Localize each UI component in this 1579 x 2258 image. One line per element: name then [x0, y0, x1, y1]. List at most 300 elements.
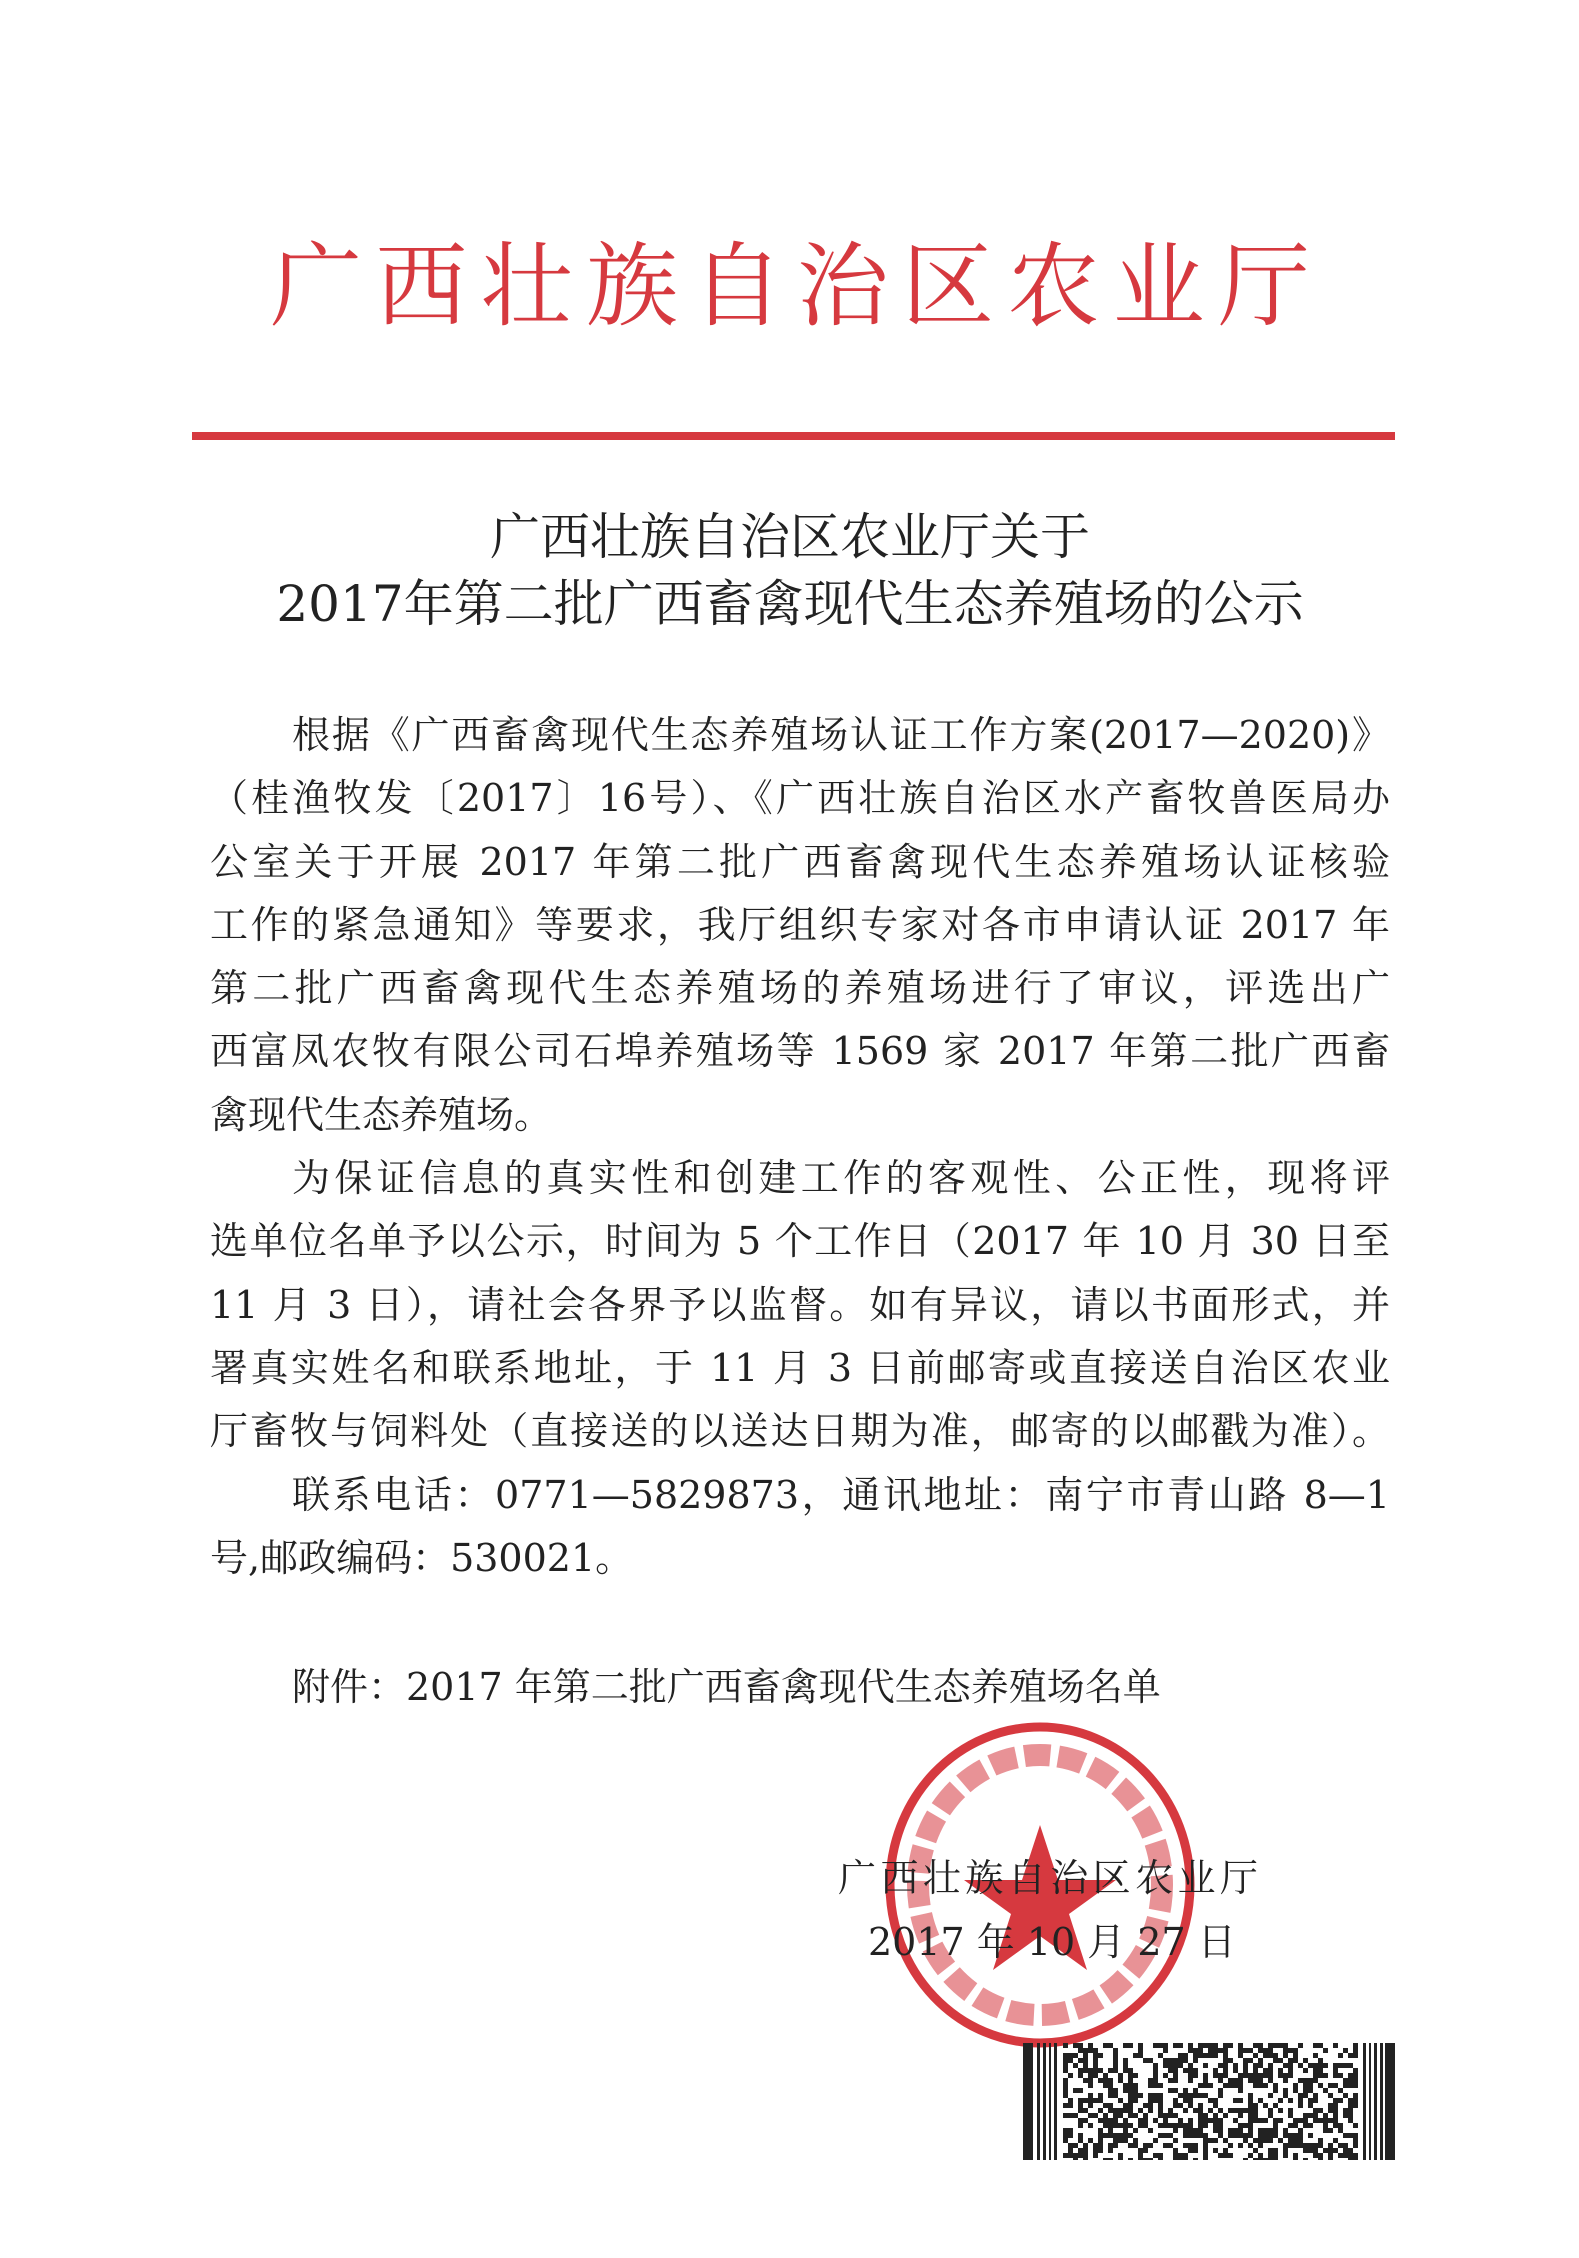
barcode-module: [1258, 2128, 1263, 2133]
barcode-module: [1263, 2128, 1268, 2133]
barcode-module: [1108, 2143, 1113, 2148]
barcode-module: [1203, 2143, 1208, 2148]
barcode-module: [1118, 2078, 1123, 2083]
barcode-module: [1303, 2058, 1308, 2063]
barcode-module: [1118, 2073, 1123, 2078]
barcode-module: [1268, 2133, 1273, 2138]
barcode-module: [1098, 2108, 1103, 2113]
barcode-module: [1288, 2123, 1293, 2128]
barcode-module: [1263, 2118, 1268, 2123]
barcode-module: [1133, 2128, 1138, 2133]
barcode-module: [1193, 2143, 1198, 2148]
barcode-module: [1258, 2118, 1263, 2123]
barcode-module: [1318, 2068, 1323, 2073]
barcode-module: [1123, 2063, 1128, 2068]
barcode-module: [1238, 2108, 1243, 2113]
barcode-module: [1213, 2148, 1218, 2153]
barcode-module: [1093, 2113, 1098, 2118]
barcode-module: [1158, 2123, 1163, 2128]
barcode-module: [1218, 2128, 1223, 2133]
barcode-module: [1233, 2068, 1238, 2073]
barcode-module: [1103, 2158, 1108, 2160]
barcode-module: [1333, 2043, 1338, 2048]
barcode-module: [1238, 2083, 1243, 2088]
barcode-module: [1178, 2093, 1183, 2098]
barcode-module: [1088, 2068, 1093, 2073]
barcode-module: [1073, 2113, 1078, 2118]
barcode-module: [1153, 2078, 1158, 2083]
barcode-module: [1243, 2063, 1248, 2068]
barcode-module: [1238, 2053, 1243, 2058]
barcode-module: [1238, 2043, 1243, 2048]
barcode-module: [1123, 2083, 1128, 2088]
barcode-module: [1088, 2123, 1093, 2128]
barcode-module: [1068, 2073, 1073, 2078]
barcode-module: [1253, 2118, 1258, 2123]
barcode-module: [1298, 2138, 1303, 2143]
barcode-module: [1093, 2143, 1098, 2148]
barcode-module: [1158, 2108, 1163, 2113]
barcode-module: [1153, 2073, 1158, 2078]
barcode-module: [1143, 2143, 1148, 2148]
barcode-module: [1168, 2123, 1173, 2128]
barcode-module: [1283, 2143, 1288, 2148]
body-line: 署真实姓名和联系地址，于 11 月 3 日前邮寄或直接送自治区农业: [210, 1345, 1390, 1390]
barcode-module: [1268, 2113, 1273, 2118]
barcode-module: [1168, 2143, 1173, 2148]
barcode-module: [1263, 2138, 1268, 2143]
barcode-module: [1258, 2138, 1263, 2143]
barcode-module: [1063, 2053, 1068, 2058]
barcode-module: [1063, 2058, 1068, 2063]
barcode-module: [1288, 2133, 1293, 2138]
barcode-module: [1063, 2113, 1068, 2118]
barcode-module: [1328, 2158, 1333, 2160]
barcode-module: [1293, 2143, 1298, 2148]
barcode-module: [1318, 2143, 1323, 2148]
barcode-module: [1323, 2088, 1328, 2093]
barcode-module: [1208, 2118, 1213, 2123]
barcode-module: [1338, 2098, 1343, 2103]
barcode-module: [1093, 2068, 1098, 2073]
barcode-module: [1178, 2058, 1183, 2063]
barcode-module: [1213, 2053, 1218, 2058]
barcode-module: [1313, 2043, 1318, 2048]
barcode-module: [1073, 2063, 1078, 2068]
barcode-module: [1343, 2078, 1348, 2083]
barcode-module: [1193, 2093, 1198, 2098]
barcode-module: [1088, 2043, 1093, 2048]
barcode-module: [1303, 2118, 1308, 2123]
barcode-module: [1068, 2128, 1073, 2133]
barcode-module: [1123, 2123, 1128, 2128]
barcode-module: [1353, 2103, 1358, 2108]
barcode-module: [1268, 2048, 1273, 2053]
barcode-module: [1198, 2108, 1203, 2113]
barcode-module: [1348, 2073, 1353, 2078]
barcode-module: [1248, 2048, 1253, 2053]
barcode-module: [1183, 2098, 1188, 2103]
barcode-module: [1273, 2123, 1278, 2128]
barcode-module: [1178, 2118, 1183, 2123]
barcode-module: [1168, 2078, 1173, 2083]
barcode-module: [1258, 2158, 1263, 2160]
barcode-module: [1078, 2088, 1083, 2093]
barcode-module: [1158, 2113, 1163, 2118]
barcode-module: [1083, 2153, 1088, 2158]
barcode-module: [1243, 2138, 1248, 2143]
barcode-module: [1133, 2053, 1138, 2058]
barcode-module: [1338, 2153, 1343, 2158]
barcode-module: [1198, 2043, 1203, 2048]
barcode-module: [1328, 2143, 1333, 2148]
barcode-module: [1138, 2043, 1143, 2048]
barcode-module: [1263, 2158, 1268, 2160]
barcode-module: [1248, 2073, 1253, 2078]
barcode-module: [1173, 2103, 1178, 2108]
barcode-module: [1343, 2113, 1348, 2118]
barcode-module: [1173, 2078, 1178, 2083]
barcode-module: [1168, 2088, 1173, 2093]
barcode-module: [1248, 2113, 1253, 2118]
barcode-module: [1158, 2158, 1163, 2160]
barcode-module: [1203, 2148, 1208, 2153]
barcode-module: [1303, 2113, 1308, 2118]
barcode-module: [1208, 2108, 1213, 2113]
barcode-module: [1348, 2158, 1353, 2160]
barcode-module: [1198, 2048, 1203, 2053]
barcode-module: [1213, 2043, 1218, 2048]
barcode-module: [1208, 2043, 1213, 2048]
barcode-module: [1173, 2148, 1178, 2153]
barcode-module: [1253, 2078, 1258, 2083]
barcode-module: [1103, 2133, 1108, 2138]
attachment-note: 附件：2017 年第二批广西畜禽现代生态养殖场名单: [292, 1665, 1161, 1709]
barcode-module: [1133, 2143, 1138, 2148]
barcode-module: [1238, 2048, 1243, 2053]
barcode-module: [1093, 2148, 1098, 2153]
barcode-module: [1158, 2093, 1163, 2098]
barcode-module: [1353, 2158, 1358, 2160]
barcode-module: [1233, 2063, 1238, 2068]
barcode-module: [1258, 2153, 1263, 2158]
barcode-module: [1193, 2133, 1198, 2138]
barcode-module: [1093, 2153, 1098, 2158]
barcode-module: [1218, 2063, 1223, 2068]
barcode-module: [1328, 2083, 1333, 2088]
barcode-module: [1173, 2123, 1178, 2128]
barcode-module: [1213, 2138, 1218, 2143]
barcode-module: [1308, 2143, 1313, 2148]
barcode-module: [1328, 2153, 1333, 2158]
barcode-module: [1108, 2068, 1113, 2073]
barcode-module: [1083, 2098, 1088, 2103]
barcode-module: [1343, 2063, 1348, 2068]
barcode-module: [1198, 2128, 1203, 2133]
barcode-module: [1203, 2083, 1208, 2088]
barcode-module: [1243, 2133, 1248, 2138]
barcode-module: [1143, 2158, 1148, 2160]
barcode-module: [1293, 2048, 1298, 2053]
barcode-module: [1293, 2123, 1298, 2128]
barcode-module: [1093, 2063, 1098, 2068]
barcode-module: [1023, 2043, 1033, 2160]
barcode-module: [1318, 2058, 1323, 2063]
barcode-module: [1113, 2068, 1118, 2073]
barcode-module: [1303, 2123, 1308, 2128]
barcode-module: [1088, 2103, 1093, 2108]
barcode-module: [1163, 2123, 1168, 2128]
body-line: 选单位名单予以公示，时间为 5 个工作日（2017 年 10 月 30 日至: [210, 1219, 1390, 1264]
barcode-module: [1268, 2158, 1273, 2160]
barcode-module: [1183, 2133, 1188, 2138]
barcode-module: [1203, 2093, 1208, 2098]
barcode-module: [1108, 2148, 1113, 2153]
barcode-module: [1268, 2138, 1273, 2143]
barcode-2d: [1023, 2043, 1395, 2160]
barcode-module: [1153, 2138, 1158, 2143]
barcode-module: [1238, 2113, 1243, 2118]
barcode-module: [1108, 2078, 1113, 2083]
barcode-module: [1133, 2138, 1138, 2143]
barcode-module: [1313, 2053, 1318, 2058]
barcode-module: [1223, 2068, 1228, 2073]
barcode-module: [1348, 2083, 1353, 2088]
barcode-module: [1073, 2053, 1078, 2058]
barcode-module: [1258, 2058, 1263, 2063]
barcode-module: [1323, 2148, 1328, 2153]
barcode-module: [1298, 2043, 1303, 2048]
barcode-module: [1323, 2048, 1328, 2053]
barcode-module: [1093, 2098, 1098, 2103]
barcode-module: [1268, 2053, 1273, 2058]
barcode-module: [1173, 2068, 1178, 2073]
barcode-module: [1103, 2083, 1108, 2088]
barcode-module: [1353, 2098, 1358, 2103]
barcode-module: [1303, 2068, 1308, 2073]
barcode-module: [1198, 2118, 1203, 2123]
barcode-module: [1123, 2108, 1128, 2113]
barcode-module: [1273, 2103, 1278, 2108]
barcode-module: [1223, 2058, 1228, 2063]
barcode-module: [1168, 2058, 1173, 2063]
barcode-module: [1113, 2118, 1118, 2123]
barcode-module: [1248, 2128, 1253, 2133]
barcode-module: [1078, 2073, 1083, 2078]
barcode-module: [1233, 2098, 1238, 2103]
barcode-module: [1083, 2063, 1088, 2068]
barcode-module: [1143, 2148, 1148, 2153]
barcode-module: [1348, 2118, 1353, 2123]
barcode-module: [1253, 2053, 1258, 2058]
barcode-module: [1303, 2078, 1308, 2083]
barcode-module: [1243, 2068, 1248, 2073]
barcode-module: [1273, 2158, 1278, 2160]
barcode-module: [1238, 2078, 1243, 2083]
barcode-module: [1283, 2148, 1288, 2153]
barcode-module: [1138, 2158, 1143, 2160]
barcode-module: [1218, 2118, 1223, 2123]
barcode-module: [1228, 2043, 1233, 2048]
barcode-module: [1083, 2158, 1088, 2160]
barcode-module: [1338, 2088, 1343, 2093]
barcode-module: [1253, 2083, 1258, 2088]
barcode-module: [1283, 2078, 1288, 2083]
barcode-module: [1118, 2108, 1123, 2113]
barcode-module: [1253, 2073, 1258, 2078]
document-title-line-1: 广西壮族自治区农业厅关于: [490, 508, 1090, 566]
barcode-module: [1218, 2078, 1223, 2083]
barcode-module: [1063, 2128, 1068, 2133]
barcode-module: [1278, 2073, 1283, 2078]
barcode-module: [1223, 2153, 1228, 2158]
barcode-module: [1093, 2048, 1098, 2053]
barcode-module: [1318, 2063, 1323, 2068]
barcode-module: [1333, 2073, 1338, 2078]
barcode-module: [1293, 2088, 1298, 2093]
barcode-module: [1193, 2053, 1198, 2058]
barcode-module: [1258, 2098, 1263, 2103]
barcode-module: [1078, 2058, 1083, 2063]
barcode-module: [1183, 2088, 1188, 2093]
barcode-module: [1323, 2063, 1328, 2068]
barcode-module: [1203, 2113, 1208, 2118]
barcode-module: [1078, 2043, 1083, 2048]
barcode-module: [1313, 2153, 1318, 2158]
barcode-module: [1374, 2043, 1377, 2160]
barcode-module: [1223, 2053, 1228, 2058]
barcode-module: [1348, 2098, 1353, 2103]
barcode-module: [1348, 2063, 1353, 2068]
barcode-module: [1313, 2118, 1318, 2123]
barcode-module: [1138, 2123, 1143, 2128]
barcode-module: [1133, 2093, 1138, 2098]
barcode-module: [1258, 2083, 1263, 2088]
barcode-module: [1283, 2048, 1288, 2053]
barcode-module: [1203, 2158, 1208, 2160]
barcode-module: [1188, 2073, 1193, 2078]
barcode-module: [1273, 2133, 1278, 2138]
barcode-module: [1293, 2138, 1298, 2143]
barcode-module: [1193, 2148, 1198, 2153]
barcode-module: [1148, 2083, 1153, 2088]
barcode-module: [1098, 2098, 1103, 2103]
document-title-line-2: 2017年第二批广西畜禽现代生态养殖场的公示: [276, 575, 1304, 633]
barcode-module: [1343, 2083, 1348, 2088]
barcode-module: [1313, 2078, 1318, 2083]
barcode-module: [1323, 2113, 1328, 2118]
barcode-module: [1218, 2133, 1223, 2138]
barcode-module: [1248, 2058, 1253, 2063]
barcode-module: [1238, 2133, 1243, 2138]
barcode-module: [1348, 2113, 1353, 2118]
barcode-module: [1073, 2143, 1078, 2148]
barcode-module: [1128, 2068, 1133, 2073]
barcode-module: [1153, 2153, 1158, 2158]
document-body: [210, 704, 1390, 1590]
barcode-module: [1118, 2123, 1123, 2128]
barcode-module: [1273, 2118, 1278, 2123]
barcode-module: [1113, 2048, 1118, 2053]
barcode-module: [1298, 2098, 1303, 2103]
barcode-module: [1313, 2098, 1318, 2103]
barcode-module: [1273, 2058, 1278, 2063]
barcode-module: [1113, 2088, 1118, 2093]
barcode-module: [1128, 2108, 1133, 2113]
barcode-module: [1088, 2078, 1093, 2083]
body-line: 厅畜牧与饲料处（直接送的以送达日期为准，邮寄的以邮戳为准）。: [210, 1409, 1390, 1454]
barcode-module: [1238, 2088, 1243, 2093]
barcode-module: [1308, 2123, 1313, 2128]
barcode-module: [1063, 2078, 1068, 2083]
barcode-module: [1278, 2138, 1283, 2143]
barcode-module: [1253, 2043, 1258, 2048]
barcode-module: [1198, 2103, 1203, 2108]
barcode-module: [1333, 2103, 1338, 2108]
barcode-module: [1258, 2143, 1263, 2148]
barcode-module: [1293, 2158, 1298, 2160]
barcode-module: [1318, 2153, 1323, 2158]
barcode-module: [1098, 2128, 1103, 2133]
barcode-module: [1223, 2113, 1228, 2118]
barcode-module: [1193, 2088, 1198, 2093]
barcode-module: [1088, 2083, 1093, 2088]
barcode-module: [1083, 2068, 1088, 2073]
barcode-module: [1153, 2068, 1158, 2073]
barcode-module: [1233, 2128, 1238, 2133]
barcode-module: [1268, 2148, 1273, 2153]
barcode-module: [1308, 2083, 1313, 2088]
barcode-module: [1273, 2083, 1278, 2088]
barcode-module: [1083, 2143, 1088, 2148]
barcode-module: [1343, 2153, 1348, 2158]
barcode-module: [1293, 2083, 1298, 2088]
barcode-module: [1183, 2123, 1188, 2128]
barcode-module: [1278, 2108, 1283, 2113]
barcode-module: [1198, 2093, 1203, 2098]
barcode-module: [1283, 2153, 1288, 2158]
barcode-module: [1078, 2098, 1083, 2103]
barcode-module: [1313, 2143, 1318, 2148]
barcode-module: [1213, 2068, 1218, 2073]
barcode-module: [1118, 2158, 1123, 2160]
barcode-module: [1263, 2053, 1268, 2058]
barcode-module: [1113, 2138, 1118, 2143]
barcode-module: [1238, 2073, 1243, 2078]
barcode-module: [1338, 2073, 1343, 2078]
barcode-module: [1313, 2063, 1318, 2068]
barcode-module: [1273, 2053, 1278, 2058]
barcode-module: [1233, 2078, 1238, 2083]
signature-org: 广西壮族自治区农业厅: [838, 1856, 1258, 1900]
barcode-module: [1243, 2123, 1248, 2128]
barcode-module: [1283, 2053, 1288, 2058]
barcode-module: [1293, 2053, 1298, 2058]
barcode-module: [1333, 2148, 1338, 2153]
body-line: 公室关于开展 2017 年第二批广西畜禽现代生态养殖场认证核验: [210, 839, 1390, 884]
barcode-module: [1063, 2083, 1068, 2088]
barcode-module: [1288, 2048, 1293, 2053]
barcode-module: [1208, 2098, 1213, 2103]
barcode-module: [1163, 2133, 1168, 2138]
barcode-module: [1178, 2123, 1183, 2128]
barcode-module: [1293, 2153, 1298, 2158]
barcode-module: [1148, 2078, 1153, 2083]
body-line: 禽现代生态养殖场。: [210, 1092, 553, 1137]
barcode-module: [1188, 2063, 1193, 2068]
barcode-module: [1288, 2058, 1293, 2063]
barcode-module: [1343, 2143, 1348, 2148]
